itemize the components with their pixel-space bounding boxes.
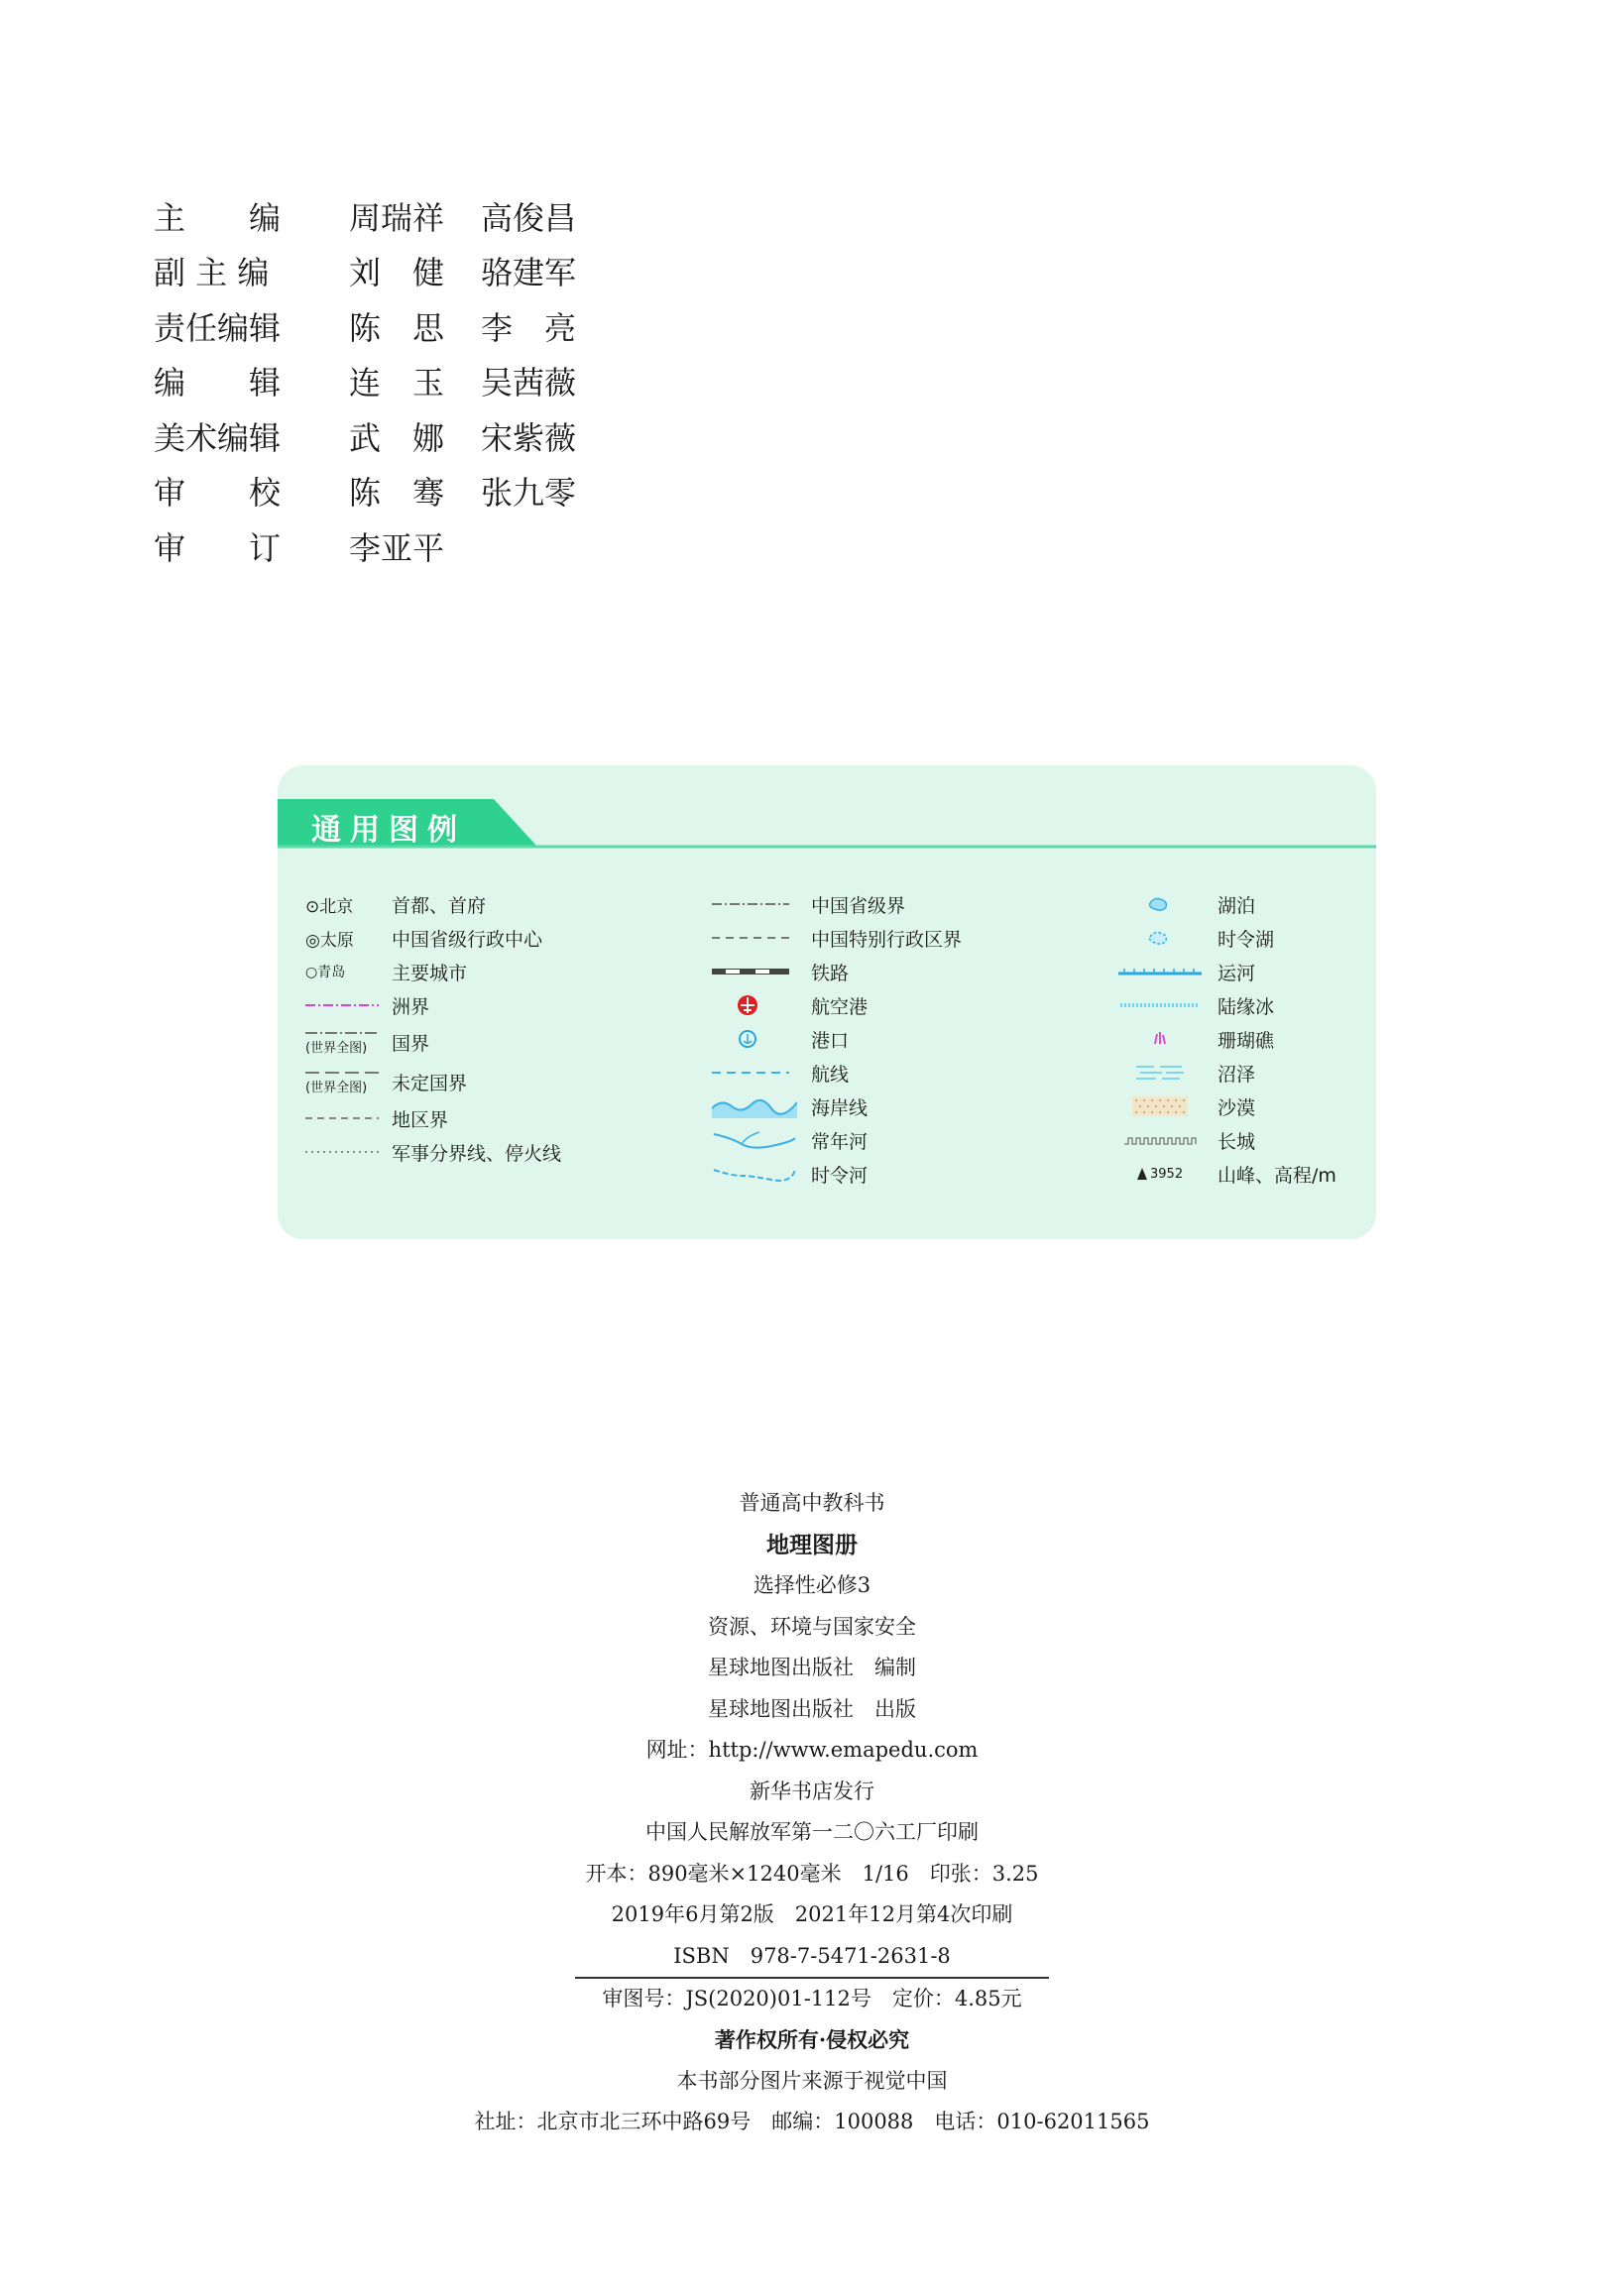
airport-icon [712,993,811,1017]
legend-label: 湖泊 [1218,894,1256,917]
legend-label: 海岸线 [811,1096,869,1119]
legend-item-major-city [305,955,561,988]
series-name: 普通高中教科书 [739,1491,885,1515]
seasonal-lake-icon [1118,929,1218,947]
legend-item-ceasefire-line [305,1135,561,1169]
credit-row [154,244,613,299]
undefined-boundary-icon [305,1069,392,1095]
coral-reef-icon [1118,1030,1218,1048]
legend-item-continent-boundary [305,988,561,1022]
legend-item-railway [712,955,962,988]
legend-item-undefined-boundary [305,1062,561,1101]
distributor: 新华书店发行 [750,1779,874,1803]
legend-label: 陆缘冰 [1218,995,1275,1018]
legend-item-seasonal-river [712,1157,962,1191]
legend-label: 未定国界 [392,1072,468,1094]
credit-role: 美术编辑 [154,418,282,457]
legend-label: 主要城市 [392,962,468,984]
credit-role: 审 校 [154,474,282,513]
legend-label: 军事分界线、停火线 [392,1142,562,1165]
legend-label: 沼泽 [1218,1063,1256,1086]
canal-icon [1118,966,1218,977]
legend-item-port [712,1022,962,1056]
legend-label: 时令湖 [1218,928,1275,951]
legend-label: 长城 [1218,1130,1256,1153]
provincial-boundary-icon [712,899,811,909]
legend-title: 通用图例 [311,813,466,848]
legend-label: 珊瑚礁 [1218,1029,1275,1052]
swamp-icon [1118,1061,1218,1085]
legend-item-airport [712,988,962,1022]
legend-column-2 [712,887,962,1191]
credit-role: 主 编 [154,198,282,237]
region-boundary-icon [305,1113,392,1123]
peak-icon [1118,1167,1218,1182]
national-boundary-icon [305,1029,392,1056]
legend-item-coastline [712,1090,962,1123]
credit-name: 张九零 [481,474,577,513]
credit-name: 骆建军 [481,254,577,292]
continent-boundary-icon [305,1000,392,1010]
legend-label: 航空港 [811,995,869,1018]
legend-item-provincial-boundary [712,887,962,921]
credit-role: 编 辑 [154,364,282,402]
legend-item-seasonal-lake [1118,921,1336,955]
image-source: 本书部分图片来源于视觉中国 [676,2068,948,2093]
lake-icon [1118,895,1218,913]
legend-item-lake [1118,887,1336,921]
published-by: 星球地图出版社 出版 [708,1696,916,1721]
legend-item-shipping-route [712,1056,962,1090]
book-title: 地理图册 [766,1531,858,1558]
approval-price: 审图号：JS(2020)01-112号 定价：4.85元 [602,1986,1022,2010]
credit-row [154,464,613,519]
legend-label: 港口 [811,1029,850,1052]
legend-panel [278,765,1376,1239]
credit-name: 刘 健 [349,254,445,292]
desert-icon [1118,1096,1218,1116]
great-wall-icon [1118,1134,1218,1146]
symbol-caption: (世界全图) [305,1040,368,1056]
colophon [0,1483,1624,2143]
legend-item-national-boundary [305,1022,561,1062]
printer: 中国人民解放军第一二〇六工厂印刷 [645,1820,979,1844]
credit-name: 周瑞祥 [349,198,445,237]
legend-item-peak [1118,1157,1336,1191]
format-info: 开本：890毫米×1240毫米 1/16 印张：3.25 [585,1861,1039,1886]
shipping-route-icon [712,1068,811,1078]
legend-label: 航线 [811,1063,850,1086]
credit-name: 武 娜 [349,418,445,457]
legend-item-capital [305,887,561,921]
legend-label: 沙漠 [1218,1096,1256,1119]
credit-row [154,408,613,464]
publisher-address: 社址：北京市北三环中路69号 邮编：100088 电话：010-62011565 [474,2110,1150,2133]
legend-label: 时令河 [811,1164,869,1187]
legend-label: 中国特别行政区界 [811,928,963,951]
volume: 选择性必修3 [753,1573,871,1597]
provincial-center-symbol: ◎太原 [305,930,354,951]
shelf-ice-icon [1118,1000,1218,1010]
compiled-by: 星球地图出版社 编制 [708,1656,916,1679]
anchor-icon [712,1029,811,1049]
copyright-notice: 著作权所有·侵权必究 [714,2027,910,2052]
legend-item-canal [1118,955,1336,988]
edition-info: 2019年6月第2版 2021年12月第4次印刷 [611,1902,1013,1926]
legend-item-coral-reef [1118,1022,1336,1056]
credit-row [154,188,613,244]
legend-label: 山峰、高程/m [1218,1164,1336,1187]
legend-item-desert [1118,1090,1336,1123]
credit-role: 审 订 [154,528,282,567]
seasonal-river-icon [712,1162,811,1186]
credit-name: 陈 骞 [349,474,445,513]
coastline-icon [712,1094,811,1118]
symbol-caption: (世界全图) [305,1080,368,1095]
legend-item-great-wall [1118,1123,1336,1157]
credit-name: 高俊昌 [481,198,577,237]
credit-role: 副 主 编 [154,254,270,292]
legend-column-1 [305,887,561,1169]
legend-label: 首都、首府 [392,894,487,917]
website: 网址：http://www.emapedu.com [645,1738,979,1762]
legend-label: 地区界 [392,1108,449,1131]
credit-name: 陈 思 [349,308,445,347]
credit-role: 责任编辑 [154,308,282,347]
credit-name: 连 玉 [349,364,445,402]
credit-name: 李亚平 [349,528,445,567]
credit-name: 李 亮 [481,308,577,347]
legend-label: 运河 [1218,962,1256,984]
legend-item-swamp [1118,1056,1336,1090]
legend-label: 常年河 [811,1130,869,1153]
isbn: ISBN 978-7-5471-2631-8 [673,1943,951,1968]
river-icon [712,1128,811,1152]
legend-label: 中国省级界 [811,894,906,917]
legend-label: 国界 [392,1032,430,1055]
legend-label: 铁路 [811,962,850,984]
ceasefire-line-icon [305,1147,392,1157]
legend-item-sar-boundary [712,921,962,955]
peak-elevation-sample: 3952 [1150,1166,1184,1182]
legend-label: 洲界 [392,995,430,1018]
credits-list [154,188,613,574]
legend-column-3 [1118,887,1336,1191]
credit-row [154,354,613,409]
credit-name: 宋紫薇 [481,418,577,457]
legend-item-perennial-river [712,1123,962,1157]
legend-label: 中国省级行政中心 [392,928,543,951]
credit-row [154,518,613,574]
legend-item-region-boundary [305,1101,561,1135]
credit-row [154,298,613,354]
capital-symbol: ⊙北京 [305,896,354,917]
railway-icon [712,967,811,976]
legend-item-provincial-center [305,921,561,955]
legend-item-shelf-ice [1118,988,1336,1022]
sar-boundary-icon [712,933,811,943]
subtitle: 资源、环境与国家安全 [708,1614,916,1639]
city-symbol: ○青岛 [305,965,346,980]
credit-name: 吴茜薇 [481,364,577,402]
